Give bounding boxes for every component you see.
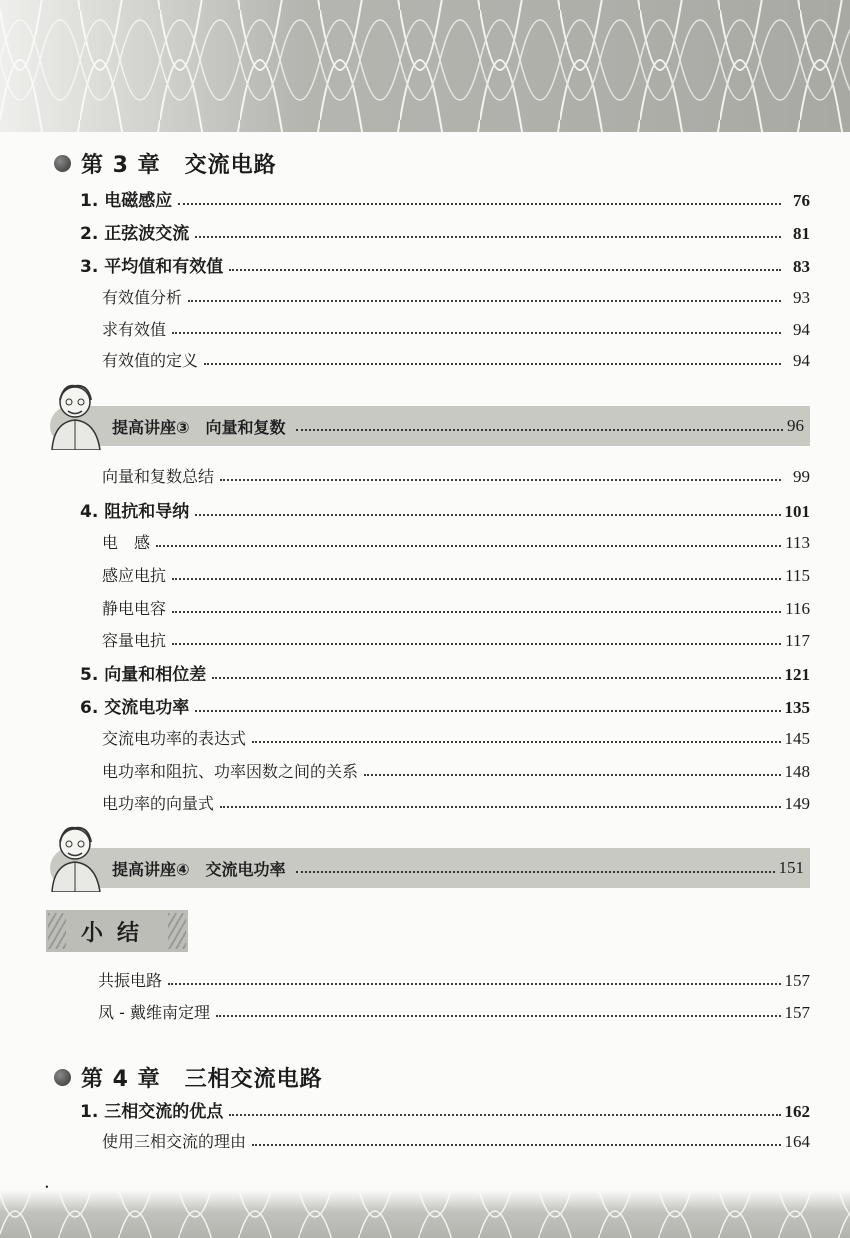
toc-subentry[interactable]: 求有效值 94: [102, 320, 810, 339]
page-number: 117: [785, 631, 810, 650]
page-number: 164: [784, 1132, 810, 1151]
toc-subentry[interactable]: 电功率的向量式 149: [102, 794, 810, 813]
lecture-4-title: 提高讲座④ 交流电功率: [112, 859, 286, 879]
summary-heading: [46, 910, 188, 952]
page-number: 96: [787, 416, 804, 435]
page-number: 145: [784, 729, 810, 748]
toc-entry[interactable]: 6. 交流电功率 135: [80, 698, 810, 718]
chapter-4-heading: [54, 1062, 323, 1093]
page-number: 149: [784, 794, 810, 813]
page-number: 162: [784, 1102, 810, 1121]
toc-subentry[interactable]: 电 感 113: [102, 533, 810, 552]
toc-subentry[interactable]: 容量电抗 117: [102, 631, 810, 650]
page-number: 135: [784, 698, 810, 717]
page-number: 94: [793, 320, 810, 339]
toc-subentry[interactable]: 使用三相交流的理由 164: [102, 1132, 810, 1151]
professor-illustration-icon: [44, 822, 106, 892]
page-number: 157: [784, 971, 810, 990]
chapter-bullet-icon: [54, 1069, 71, 1086]
page-number: 121: [784, 665, 810, 684]
page-number: 113: [785, 533, 810, 552]
toc-subentry[interactable]: 感应电抗 115: [102, 566, 810, 585]
page-number: 115: [785, 566, 810, 585]
toc-subentry[interactable]: 共振电路 157: [98, 971, 810, 990]
chapter-3-label: 第 3 章: [81, 153, 161, 178]
chapter-bullet-icon: [54, 155, 71, 172]
page-number: 99: [793, 467, 810, 486]
page-number: 157: [784, 1003, 810, 1022]
page-number: 151: [778, 858, 804, 877]
toc-subentry[interactable]: 凤 - 戴维南定理 157: [98, 1003, 810, 1022]
top-wave-banner: [0, 0, 850, 132]
page-number: 93: [793, 288, 810, 307]
chapter-4-label: 第 4 章: [81, 1067, 161, 1092]
toc-subentry[interactable]: 有效值的定义 94: [102, 351, 810, 370]
page-number: 101: [784, 502, 810, 521]
toc-entry[interactable]: 5. 向量和相位差 121: [80, 665, 810, 685]
toc-subentry[interactable]: 电功率和阻抗、功率因数之间的关系 148: [102, 762, 810, 781]
page-number: 83: [793, 257, 810, 276]
professor-illustration-icon: [44, 380, 106, 450]
page-number: 148: [784, 762, 810, 781]
chapter-3-heading: [54, 148, 277, 179]
lecture-3-title: 提高讲座③ 向量和复数: [112, 417, 286, 437]
bottom-wave-banner: [0, 1190, 850, 1238]
page-number: 116: [785, 599, 810, 618]
toc-entry[interactable]: 2. 正弦波交流 81: [80, 224, 810, 244]
lecture-4-banner[interactable]: [50, 848, 810, 888]
lecture-3-banner[interactable]: [50, 406, 810, 446]
toc-entry[interactable]: 1. 电磁感应 76: [80, 191, 810, 211]
toc-subentry[interactable]: 静电电容 116: [102, 599, 810, 618]
toc-entry[interactable]: 3. 平均值和有效值 83: [80, 257, 810, 277]
toc-subentry[interactable]: 交流电功率的表达式 145: [102, 729, 810, 748]
toc-subentry[interactable]: 向量和复数总结 99: [102, 467, 810, 486]
toc-entry[interactable]: 1. 三相交流的优点 162: [80, 1102, 810, 1122]
toc-entry[interactable]: 4. 阻抗和导纳 101: [80, 502, 810, 522]
chapter-3-title: 交流电路: [184, 153, 277, 178]
chapter-4-title: 三相交流电路: [184, 1067, 323, 1092]
page-number: 81: [793, 224, 810, 243]
toc-subentry[interactable]: 有效值分析 93: [102, 288, 810, 307]
page-number: 76: [793, 191, 810, 210]
summary-title: 小结: [80, 920, 153, 946]
page-number: 94: [793, 351, 810, 370]
